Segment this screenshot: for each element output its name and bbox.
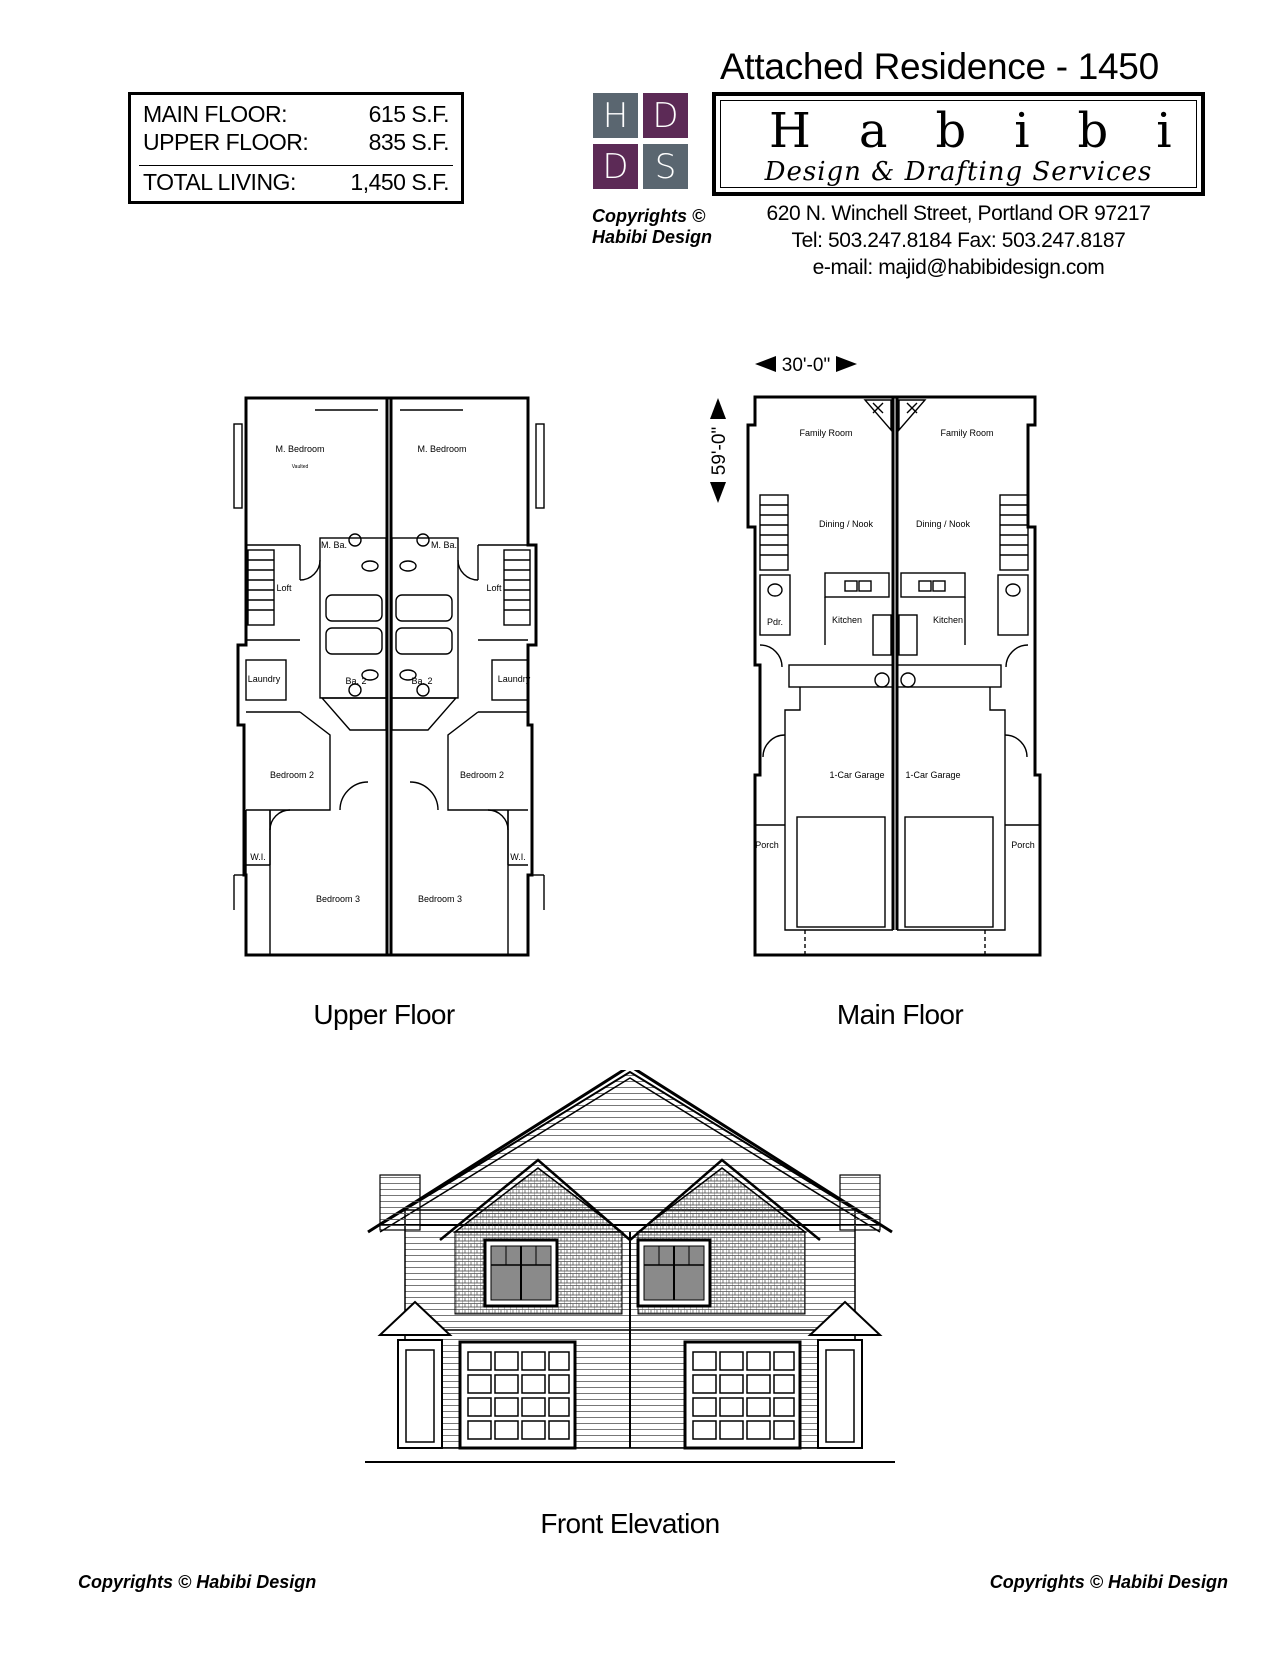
logo-copyright xyxy=(592,206,712,248)
room-label: Kitchen xyxy=(831,615,863,625)
contact-phones: Tel: 503.247.8184 Fax: 503.247.8187 xyxy=(791,229,1126,252)
sf-value: 615 S.F. xyxy=(368,101,449,127)
main-floor-caption: Main Floor xyxy=(836,999,964,1030)
width-dimension: 30'-0" xyxy=(781,355,831,376)
contact-email: e-mail: majid@habibidesign.com xyxy=(812,256,1105,279)
room-label: M. Bedroom xyxy=(417,444,467,454)
sf-label: UPPER FLOOR: xyxy=(143,129,309,155)
room-label: Loft xyxy=(486,583,502,593)
room-label: Bedroom 3 xyxy=(315,894,361,904)
sf-value: 835 S.F. xyxy=(368,129,449,155)
footer-copyright-right: Copyrights © Habibi Design xyxy=(989,1572,1228,1592)
upper-floor-plan xyxy=(230,390,550,965)
brand-box-inner xyxy=(720,100,1220,188)
room-label: M. Ba. xyxy=(320,540,348,550)
sf-divider xyxy=(139,165,453,166)
room-label: Family Room xyxy=(799,428,853,438)
room-note: Vaulted xyxy=(291,464,309,470)
room-label: M. Ba. xyxy=(430,540,458,550)
footer-copyright-left: Copyrights © Habibi Design xyxy=(78,1572,317,1592)
upper-floor-caption: Upper Floor xyxy=(313,999,455,1030)
logo-copyright-line: Habibi Design xyxy=(592,227,713,247)
room-label: Ba. 2 xyxy=(411,676,433,686)
room-label: Dining / Nook xyxy=(818,519,874,529)
logo-tile: D xyxy=(643,93,688,138)
front-elevation-caption: Front Elevation xyxy=(540,1508,720,1539)
arrow-up-icon xyxy=(710,398,726,419)
room-label: Laundry xyxy=(247,674,281,684)
logo-tile: D xyxy=(593,144,638,189)
arrow-down-icon xyxy=(710,482,726,503)
logo-tile: S xyxy=(643,144,688,189)
room-label: Bedroom 3 xyxy=(417,894,463,904)
main-floor-plan xyxy=(705,355,1045,965)
room-label: Family Room xyxy=(940,428,994,438)
sf-value: 1,450 S.F. xyxy=(350,169,449,195)
sf-label: MAIN FLOOR: xyxy=(143,101,288,127)
brand-box xyxy=(712,92,1220,196)
room-label: Kitchen xyxy=(932,615,964,625)
room-label: Dining / Nook xyxy=(915,519,971,529)
room-label: Bedroom 2 xyxy=(269,770,315,780)
depth-dimension: 59'-0" xyxy=(709,426,730,476)
page-title: Attached Residence - 1450 xyxy=(720,46,1159,87)
room-label: Porch xyxy=(1011,840,1035,850)
logo-tile: H xyxy=(593,93,638,138)
room-label: Loft xyxy=(276,583,292,593)
sf-label: TOTAL LIVING: xyxy=(143,169,296,195)
room-label: W.I. xyxy=(510,852,526,862)
logo-copyright-line: Copyrights © xyxy=(592,206,706,226)
front-elevation-drawing xyxy=(360,1070,900,1490)
square-footage-box xyxy=(128,92,464,204)
room-label: 1-Car Garage xyxy=(829,770,885,780)
arrow-left-icon xyxy=(755,356,776,372)
room-label: Porch xyxy=(755,840,779,850)
room-label: Pdr. xyxy=(766,617,784,627)
contact-address: 620 N. Winchell Street, Portland OR 97217 xyxy=(766,202,1151,225)
room-label: Ba. 2 xyxy=(345,676,367,686)
arrow-right-icon xyxy=(836,356,857,372)
room-label: Laundry xyxy=(497,674,531,684)
room-label: M. Bedroom xyxy=(275,444,325,454)
hdds-logo xyxy=(592,92,700,198)
room-label: 1-Car Garage xyxy=(905,770,961,780)
room-label: W.I. xyxy=(250,852,266,862)
room-label: Bedroom 2 xyxy=(459,770,505,780)
brand-subtitle: Design & Drafting Services xyxy=(764,157,1153,187)
brand-name: Habibi xyxy=(769,103,1220,159)
